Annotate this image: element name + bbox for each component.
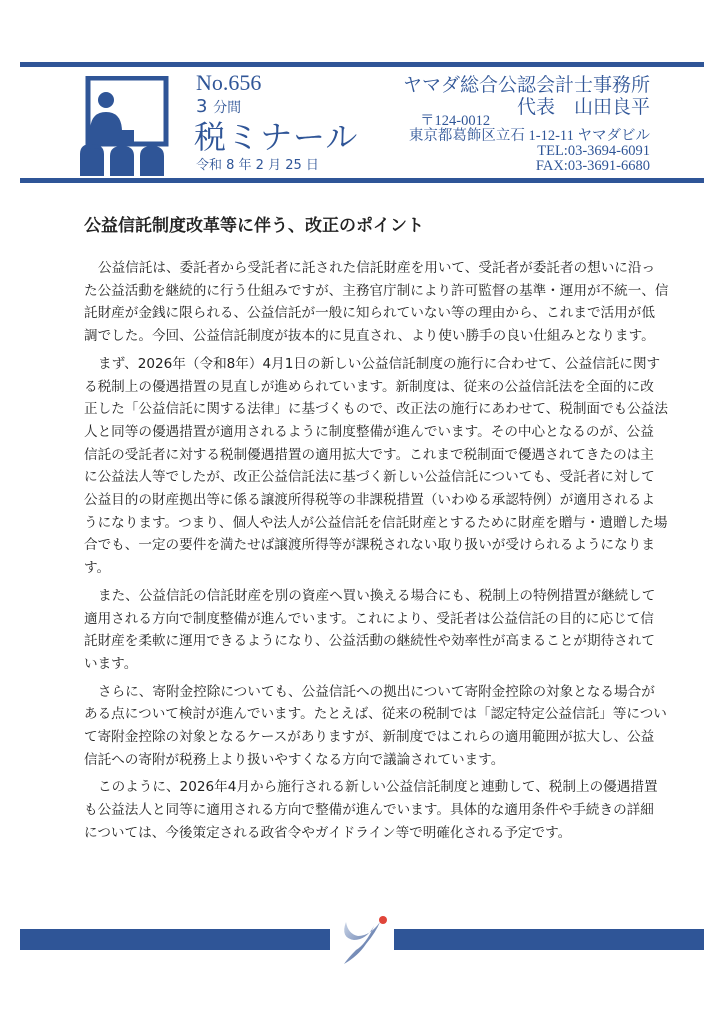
article-body bbox=[84, 257, 669, 850]
fax: FAX:03-3691-6680 bbox=[535, 158, 650, 174]
footer-bar-left bbox=[20, 929, 330, 950]
article-paragraph bbox=[84, 257, 669, 348]
header-bottom-rule bbox=[20, 178, 704, 183]
paragraph-line: 正した「公益信託に関する法律」に基づくもので、改正法の施行にあわせて、税制面でも公益法 bbox=[84, 401, 668, 418]
paragraph-line: うになります。つまり、個人や法人が公益信託を信託財産とするために財産を贈与・遺贈した場 bbox=[84, 514, 668, 531]
paragraph-line: については、今後策定される政省令やガイドライン等で明確化される予定です。 bbox=[84, 824, 572, 841]
firm-name: ヤマダ総合公認会計士事務所 bbox=[402, 74, 650, 96]
article-paragraph bbox=[84, 681, 667, 772]
paragraph-line: 適用される方向で制度整備が進んでいます。これにより、受託者は公益信託の目的に応じて信 bbox=[84, 610, 654, 627]
tel: TEL:03-3694-6091 bbox=[537, 143, 650, 159]
swoosh-logo bbox=[336, 914, 390, 966]
paragraph-line: また、公益信託の信託財産を別の資産へ買い換える場合にも、税制上の特例措置が継続して bbox=[98, 587, 656, 604]
article-paragraph bbox=[84, 585, 654, 676]
address: 東京都葛飾区立石 1-12-11 ヤマダビル bbox=[408, 128, 650, 144]
article-paragraph bbox=[84, 353, 668, 580]
paragraph-line: 調でした。今回、公益信託制度が抜本的に見直され、より使い勝手の良い仕組みとなります。 bbox=[84, 328, 655, 345]
postal-code: 〒124-0012 bbox=[420, 113, 491, 129]
paragraph-line: ある点について検討が進んでいます。たとえば、従来の税制では「認定特定公益信託」等につい bbox=[84, 706, 667, 723]
issue-date: 令和 8 年 2 月 25 日 bbox=[196, 158, 319, 173]
series-title: 税ミナール bbox=[194, 118, 359, 156]
paragraph-line: います。 bbox=[84, 655, 138, 672]
paragraph-line: 公益目的の財産拠出等に係る譲渡所得税等の非課税措置（いわゆる承認特例）が適用されるよ bbox=[84, 492, 655, 509]
paragraph-line: て寄附金控除の対象となるケースがありますが、新制度ではこれらの適用範囲が拡大し、公益 bbox=[84, 729, 655, 746]
paragraph-line: も公益法人と同等に適用される方向で整備が進んでいます。具体的な適用条件や手続きの詳細 bbox=[84, 802, 654, 819]
article-paragraph bbox=[84, 776, 658, 844]
paragraph-line: 公益信託は、委託者から受託者に託された信託財産を用いて、受託者が委託者の想いに沿っ bbox=[98, 260, 656, 276]
seminar-presenter-audience-icon bbox=[76, 76, 172, 176]
paragraph-line: 託財産が金銭に限られる、公益信託が一般に知られていない等の理由から、これまで活用が低 bbox=[84, 305, 655, 322]
paragraph-line: す。 bbox=[84, 560, 111, 577]
paragraph-line: に公益法人等でしたが、改正公益信託法に基づく新しい公益信託についても、受託者に対して bbox=[84, 469, 655, 486]
paragraph-line: 合でも、一定の要件を満たせば譲渡所得等が課税されない取り扱いが受けられるようになりま bbox=[84, 537, 655, 554]
paragraph-line: 信託への寄附が税務上より扱いやすくなる方向で議論されています。 bbox=[84, 751, 505, 768]
representative: 代表 山田良平 bbox=[516, 96, 650, 118]
paragraph-line: さらに、寄附金控除についても、公益信託への拠出について寄附金控除の対象となる場合が bbox=[98, 683, 655, 700]
article-title: 公益信託制度改革等に伴う、改正のポイント bbox=[84, 216, 424, 236]
minutes-unit: 分間 bbox=[213, 100, 242, 116]
paragraph-line: 信託の受託者に対する税制優遇措置の適用拡大です。これまで税制面で優遇されてきたのは主 bbox=[84, 446, 654, 463]
minutes-number: 3 bbox=[196, 96, 208, 117]
paragraph-line: 託財産を柔軟に運用できるようになり、公益活動の継続性や効率性が高まることが期待されて bbox=[84, 633, 655, 650]
footer-bar-right bbox=[394, 929, 704, 950]
paragraph-line: る税制上の優遇措置の見直しが進められています。新制度は、従来の公益信託法を全面的に改 bbox=[84, 378, 654, 395]
header-top-rule bbox=[20, 62, 704, 67]
issue-number: No.656 bbox=[196, 70, 262, 95]
paragraph-line: まず、2026年（令和8年）4月1日の新しい公益信託制度の施行に合わせて、公益信託に関す bbox=[98, 355, 661, 372]
paragraph-line: このように、2026年4月から施行される新しい公益信託制度と連動して、税制上の優遇措置 bbox=[98, 779, 658, 796]
paragraph-line: 人と同等の優遇措置が適用されるように制度整備が進んでいます。その中心となるのが、公益 bbox=[84, 423, 654, 440]
paragraph-line: た公益活動を継続的に行う仕組みですが、主務官庁制により許可監督の基準・運用が不統一、信 bbox=[84, 282, 669, 299]
